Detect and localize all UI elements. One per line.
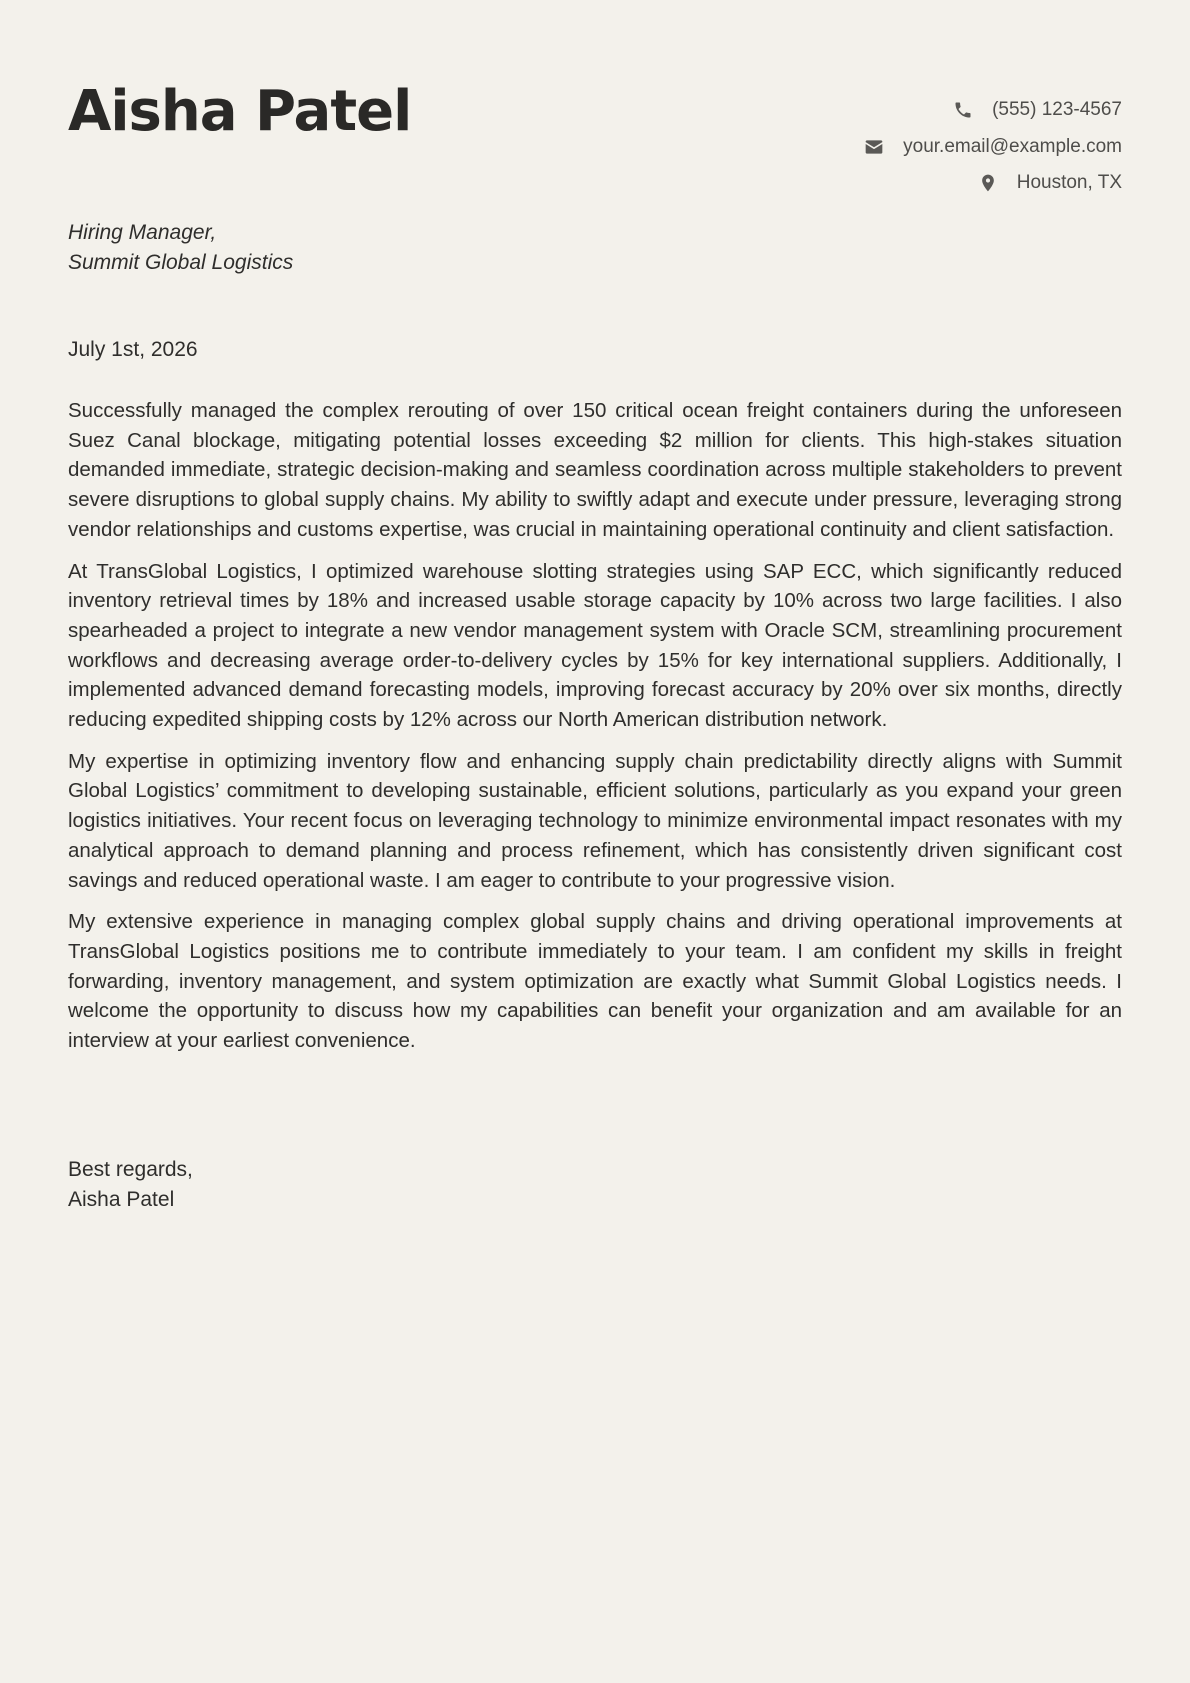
envelope-icon — [863, 136, 885, 158]
contact-phone-row — [863, 92, 1122, 129]
contact-info — [863, 92, 1122, 202]
contact-phone[interactable]: (555) 123-4567 — [992, 99, 1122, 121]
letter-header — [68, 0, 1122, 200]
contact-location: Houston, TX — [1016, 172, 1122, 194]
body-paragraph: Successfully managed the complex rerouting of over 150 critical ocean freight containers during the unforeseen Suez Canal blockage, mitigating potential losses exceeding $2 million for clients. This high-stakes situation demanded immediate, strategic decision-making and seamless coordination across multiple stakeholders to prevent severe disruptions to global supply chains. My ability to swiftly adapt and execute under pressure, leveraging strong vendor relationships and customs expertise, was crucial in maintaining operational continuity and client satisfaction. — [68, 399, 1122, 541]
signature-name: Aisha Patel — [68, 1188, 175, 1211]
recipient-company: Summit Global Logistics — [68, 251, 294, 274]
phone-icon — [952, 99, 974, 121]
contact-email[interactable]: your.email@example.com — [903, 135, 1122, 157]
letter-date: July 1st, 2026 — [68, 338, 198, 361]
body-paragraph: At TransGlobal Logistics, I optimized warehouse slotting strategies using SAP ECC, which significantly reduced inventory retrieval times by 18% and increased usable storage capacity by 10% across two large facilities. I also spearheaded a project to integrate a new vendor management system with Oracle SCM, streamlining procurement workflows and decreasing average order-to-delivery cycles by 15% for key international suppliers. Additionally, I implemented advanced demand forecasting models, improving forecast accuracy by 20% over six months, directly reducing expedited shipping costs by 12% across our North American distribution network. — [68, 559, 1122, 732]
closing-salutation: Best regards, — [68, 1158, 193, 1181]
map-marker-icon — [977, 172, 999, 194]
contact-email-row — [863, 129, 1122, 166]
letter-body — [68, 396, 1122, 1068]
closing-block — [68, 1155, 193, 1215]
body-paragraph: My extensive experience in managing complex global supply chains and driving operational improvements at TransGlobal Logistics positions me to contribute immediately to your team. I am confident my skills in freight forwarding, inventory management, and system optimization are exactly what Summit Global Logistics needs. I welcome the opportunity to discuss how my capabilities can benefit your organization and am available for an interview at your earliest convenience. — [68, 910, 1122, 1053]
recipient-block — [68, 218, 293, 278]
applicant-name: Aisha Patel — [68, 79, 412, 144]
contact-location-row — [863, 165, 1122, 202]
recipient-title: Hiring Manager, — [68, 221, 217, 244]
body-paragraph: My expertise in optimizing inventory flow and enhancing supply chain predictability directly aligns with Summit Global Logistics’ commitment to developing sustainable, efficient solutions, particularly as you expand your green logistics initiatives. Your recent focus on leveraging technology to minimize environmental impact resonates with my analytical approach to demand planning and process refinement, which has consistently driven significant cost savings and reduced operational waste. I am eager to contribute to your progressive vision. — [68, 749, 1122, 892]
